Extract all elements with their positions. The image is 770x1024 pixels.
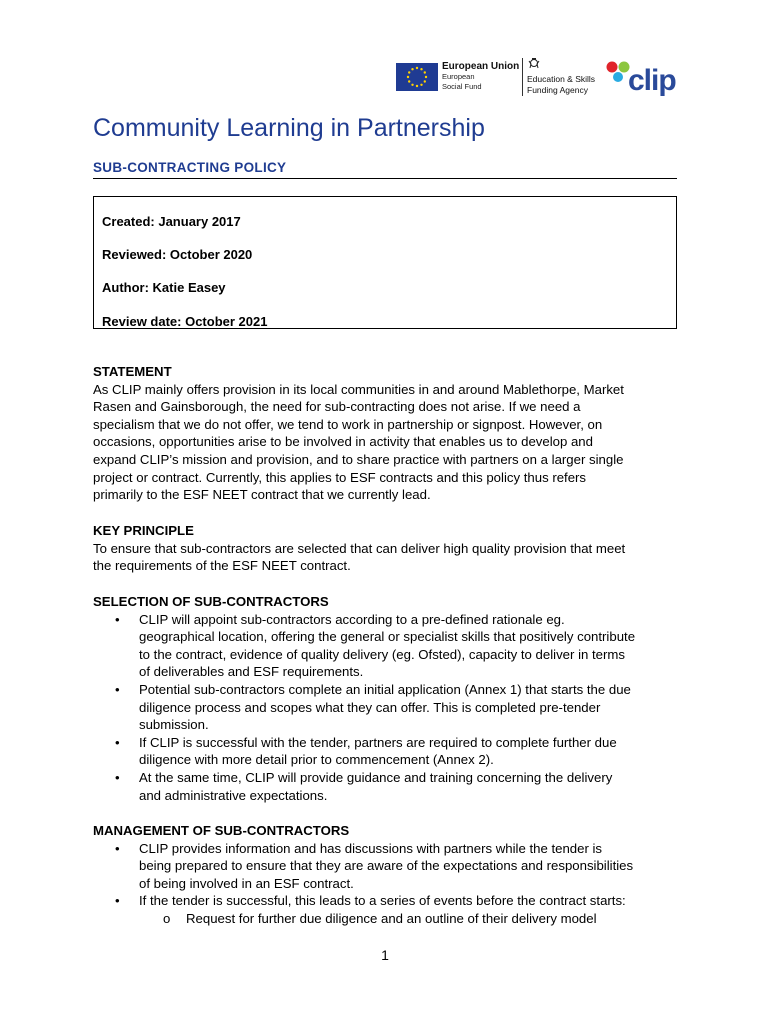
statement-line: Rasen and Gainsborough, the need for sub-contracting does not arise. If we need a <box>93 399 581 415</box>
selection-item <box>93 681 683 734</box>
selection-item-line: of deliverables and ESF requirements. <box>139 664 364 680</box>
esfa-logo-text <box>527 74 595 96</box>
selection-section <box>93 593 683 804</box>
bullet-icon: • <box>115 840 120 856</box>
eu-star-icon <box>407 76 409 78</box>
bullet-icon: • <box>115 893 120 909</box>
eu-star-icon <box>424 80 426 82</box>
management-sub-item <box>93 910 683 928</box>
management-item <box>93 840 683 893</box>
statement-body <box>93 381 683 504</box>
key-principle-line: the requirements of the ESF NEET contract. <box>93 558 351 574</box>
selection-list <box>93 611 683 805</box>
logo-divider <box>522 58 523 96</box>
selection-item-line: diligence with more detail prior to commencement (Annex 2). <box>139 752 494 768</box>
management-item-line: being prepared to ensure that they are aware of the expectations and responsibilities <box>139 858 634 874</box>
title-underline <box>93 178 677 179</box>
selection-item <box>93 611 683 681</box>
sub-bullet-icon: o <box>163 910 171 926</box>
selection-item-line: to the contract, evidence of quality delivery (eg. Ofsted), capacity to deliver in terms <box>139 646 625 662</box>
eu-line-1: European <box>442 72 475 81</box>
management-item <box>93 892 683 910</box>
selection-item <box>93 769 683 804</box>
reviewed-date: Reviewed: October 2020 <box>102 247 253 262</box>
bullet-icon: • <box>115 769 120 785</box>
eu-star-icon <box>420 84 422 86</box>
eu-star-icon <box>411 84 413 86</box>
management-heading: MANAGEMENT OF SUB-CONTRACTORS <box>93 823 350 838</box>
statement-line: expand CLIP’s mission and provision, and to share practice with partners on a larger single <box>93 451 624 467</box>
clip-logo <box>606 61 682 99</box>
policy-subtitle: SUB-CONTRACTING POLICY <box>93 160 287 175</box>
statement-line: As CLIP mainly offers provision in its local communities in and around Mablethorpe, Market <box>93 381 624 397</box>
eu-logo-text <box>442 62 519 92</box>
key-principle-heading: KEY PRINCIPLE <box>93 523 194 538</box>
management-list <box>93 840 683 910</box>
management-section <box>93 822 683 928</box>
management-item-line: If the tender is successful, this leads to a series of events before the contract starts: <box>139 893 626 909</box>
eu-star-icon <box>411 68 413 70</box>
eu-star-icon <box>408 71 410 73</box>
statement-line: primarily to the ESF NEET contract that we currently lead. <box>93 487 431 503</box>
eu-flag-icon <box>396 63 438 91</box>
management-sub-item-text: Request for further due diligence and an outline of their delivery model <box>186 910 597 926</box>
key-principle-section <box>93 522 683 575</box>
selection-item-line: At the same time, CLIP will provide guidance and training concerning the delivery <box>139 769 613 785</box>
esfa-line-1: Education & Skills <box>527 74 596 84</box>
bullet-icon: • <box>115 681 120 697</box>
eu-line-2: Social Fund <box>442 82 482 91</box>
page-number: 1 <box>381 947 389 963</box>
management-sub-list <box>93 910 683 928</box>
key-principle-line: To ensure that sub-contractors are selected that can deliver high quality provision that meet <box>93 540 626 556</box>
eu-star-icon <box>416 67 418 69</box>
review-date: Review date: October 2021 <box>102 314 268 329</box>
eu-star-icon <box>424 71 426 73</box>
selection-item-line: geographical location, offering the general or specialist skills that positively contribute <box>139 629 636 645</box>
statement-heading: STATEMENT <box>93 364 172 379</box>
eu-title: European Union <box>442 61 520 72</box>
royal-crest-icon <box>527 58 541 70</box>
statement-line: occasions, opportunities arise to be involved in activity that enables us to develop and <box>93 434 593 450</box>
clip-wordmark: clip <box>628 64 676 97</box>
eu-star-icon <box>416 85 418 87</box>
selection-item-line: submission. <box>139 717 209 733</box>
document-info-box <box>93 196 677 329</box>
management-item-line: of being involved in an ESF contract. <box>139 875 354 891</box>
bullet-icon: • <box>115 734 120 750</box>
selection-item-line: diligence process and scopes what they can offer. This is completed pre-tender <box>139 699 601 715</box>
selection-item-line: If CLIP is successful with the tender, partners are required to complete further due <box>139 734 617 750</box>
bullet-icon: • <box>115 611 120 627</box>
eu-star-icon <box>420 68 422 70</box>
selection-item-line: Potential sub-contractors complete an initial application (Annex 1) that starts the due <box>139 681 631 697</box>
eu-star-icon <box>408 80 410 82</box>
selection-item-line: and administrative expectations. <box>139 787 328 803</box>
management-item-line: CLIP provides information and has discussions with partners while the tender is <box>139 840 603 856</box>
created-date: Created: January 2017 <box>102 214 241 229</box>
statement-section <box>93 363 683 504</box>
statement-line: project or contract. Currently, this applies to ESF contracts and this policy thus refers <box>93 469 587 485</box>
funder-logos <box>396 58 686 98</box>
statement-line: specialism that we do not offer, we tend to work in partnership or signpost. However, on <box>93 416 603 432</box>
author: Author: Katie Easey <box>102 280 226 295</box>
key-principle-body <box>93 540 683 575</box>
esfa-line-2: Funding Agency <box>527 85 588 95</box>
eu-star-icon <box>425 76 427 78</box>
page-title: Community Learning in Partnership <box>93 114 485 142</box>
selection-item <box>93 734 683 769</box>
selection-item-line: CLIP will appoint sub-contractors according to a pre-defined rationale eg. <box>139 611 565 627</box>
selection-heading: SELECTION OF SUB-CONTRACTORS <box>93 594 329 609</box>
